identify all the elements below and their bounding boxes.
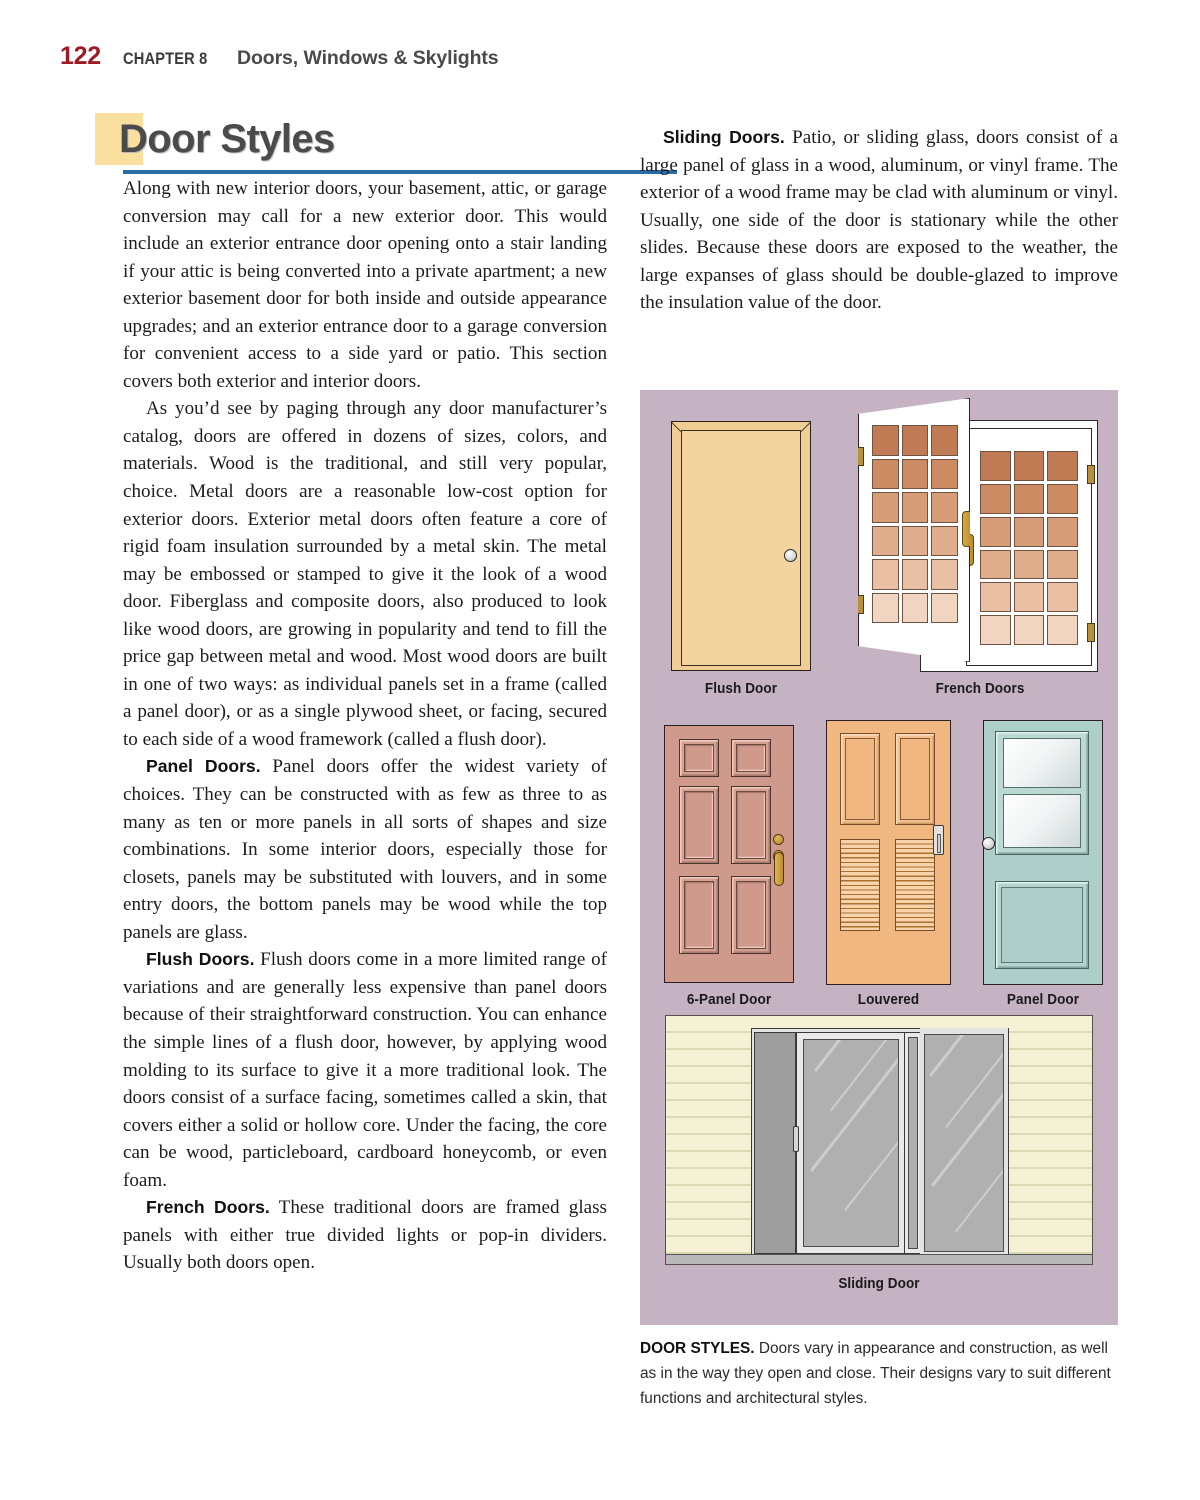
glass-pane xyxy=(931,526,958,557)
left-text-column xyxy=(123,175,607,1277)
door-handle-icon xyxy=(774,852,784,886)
glass-pane xyxy=(872,559,899,590)
glass-pane xyxy=(1047,484,1078,514)
glass-pane xyxy=(1014,615,1045,645)
glass-pane xyxy=(1014,484,1045,514)
glass-pane xyxy=(902,425,929,456)
louver-slats xyxy=(895,839,935,931)
screen-panel xyxy=(754,1032,796,1254)
headline-rule xyxy=(123,170,677,174)
door-panel xyxy=(679,739,719,777)
door-panel xyxy=(895,733,935,825)
glass-pane xyxy=(902,526,929,557)
glass-pane xyxy=(1014,517,1045,547)
label-sliding-door: Sliding Door xyxy=(838,1275,920,1292)
french-doors-illustration xyxy=(850,398,1100,678)
paragraph-sliding-doors xyxy=(640,124,1118,317)
door-knob-icon xyxy=(784,549,797,562)
glass-pane xyxy=(1014,451,1045,481)
paragraph-runin: Flush Doors. xyxy=(146,949,255,970)
door-knob-icon xyxy=(982,837,995,850)
chapter-title: Doors, Windows & Skylights xyxy=(236,47,499,69)
paragraph-text: As you’d see by paging through any door manufacturer’s catalog, doors are offered in dozens of sizes, colors, and materials. Wood is the traditional, and still very popular, choice. Metal doors are a reasonable low-cost option for exterior doors. Exterior metal doors often feature a core of rigid foam insulation surrounded by a metal skin. The metal may be embossed or stamped to give it the look of a wood door. Fiberglass and composite doors, also produced to look like wood doors, are growing in popularity and tend to fill the price gap between metal and wood. Most wood doors are built in one of two ways: as individual panels set in a frame (called a panel door), or as a single plywood sheet, or facing, secured to each side of a wood framework (called a flush door). xyxy=(123,398,607,750)
label-french-doors: French Doors xyxy=(935,680,1025,697)
sliding-glass-fixed xyxy=(924,1034,1004,1252)
illustration-panel xyxy=(640,390,1118,1325)
panel-door-with-glazing-illustration xyxy=(983,720,1103,985)
paragraph xyxy=(123,395,607,753)
figure-caption xyxy=(640,1336,1124,1411)
paragraph-text: Patio, or sliding glass, doors consist of a large panel of glass in a wood, aluminum, or vinyl frame. The exterior of a wood frame may be clad with aluminum or vinyl. Usually, one side of the door is stationary while the other slides. Because these doors are exposed to the weather, the large expanses of glass should be double-glazed to improve the insulation value of the door. xyxy=(640,127,1119,314)
glass-pane xyxy=(931,492,958,523)
glass-pane xyxy=(872,492,899,523)
sliding-door-illustration xyxy=(665,1015,1093,1265)
lever-handle-icon xyxy=(933,825,944,855)
glass-pane xyxy=(980,484,1011,514)
sliding-glass xyxy=(908,1037,918,1249)
running-head xyxy=(60,42,499,71)
glass-pane xyxy=(980,451,1011,481)
glass-pane xyxy=(980,615,1011,645)
door-panel xyxy=(731,876,771,954)
right-text-column xyxy=(640,124,1118,317)
label-louvered-door-line1: Louvered xyxy=(857,991,920,1008)
glass-pane xyxy=(980,517,1011,547)
glass-pane-grid xyxy=(980,451,1078,645)
sliding-glass xyxy=(803,1039,899,1247)
glass-pane xyxy=(902,492,929,523)
glass-lite-lower xyxy=(1003,794,1081,848)
glass-pane xyxy=(931,593,958,624)
paragraph-runin: French Doors. xyxy=(146,1197,270,1218)
glass-pane xyxy=(931,425,958,456)
french-door-left-leaf xyxy=(858,398,970,662)
door-panel xyxy=(679,786,719,864)
door-panel xyxy=(995,881,1089,969)
page-number: 122 xyxy=(60,42,101,70)
sliding-leaf-operable xyxy=(796,1032,906,1254)
miter-line-right xyxy=(801,422,820,441)
paragraph-french-doors xyxy=(123,1194,607,1277)
page-title: Door Styles xyxy=(119,117,335,161)
chapter-label: CHAPTER 8 xyxy=(122,49,208,68)
glass-pane xyxy=(872,593,899,624)
glass-pane xyxy=(1047,550,1078,580)
paragraph-runin: Sliding Doors. xyxy=(663,127,785,147)
glass-pane xyxy=(1047,517,1078,547)
glass-pane xyxy=(1014,550,1045,580)
glass-pane xyxy=(872,459,899,490)
sliding-door-pull-handle xyxy=(793,1126,799,1152)
glass-pane xyxy=(872,425,899,456)
hinge-icon xyxy=(856,447,864,466)
deadbolt-icon xyxy=(773,834,784,845)
hinge-icon xyxy=(1087,465,1095,484)
door-panel xyxy=(840,733,880,825)
glass-pane xyxy=(1047,582,1078,612)
glass-pane xyxy=(1047,451,1078,481)
hinge-icon xyxy=(1087,623,1095,642)
louvered-panel-door-illustration xyxy=(826,720,951,985)
miter-line-left xyxy=(662,422,681,441)
paragraph-text: These traditional doors are framed glass panels with either true divided lights or pop-in dividers. Usually both doors open. xyxy=(123,1197,607,1274)
flush-door-illustration xyxy=(671,421,811,671)
glass-pane-grid xyxy=(872,425,958,623)
flush-door-slab xyxy=(681,430,801,666)
glass-pane xyxy=(1014,582,1045,612)
label-glazing-door-line1: Panel Door xyxy=(1006,991,1080,1008)
paragraph-runin: Panel Doors. xyxy=(146,756,261,777)
door-panel xyxy=(679,876,719,954)
glass-pane xyxy=(902,459,929,490)
glass-pane xyxy=(1047,615,1078,645)
glass-pane xyxy=(902,559,929,590)
six-panel-door-illustration xyxy=(664,725,794,983)
glass-pane xyxy=(931,459,958,490)
section-headline xyxy=(95,113,615,165)
paragraph-text: Panel doors offer the widest variety of choices. They can be constructed with as few as three to as many as ten or more panels in all sorts of shapes and size combinations. In some interior doors, especially those for closets, panels may be substituted with louvers, and in some entry doors, the bottom panels may be wood while the top panels are glass. xyxy=(123,756,607,943)
sill-ledge xyxy=(666,1254,1092,1264)
louver-slats xyxy=(840,839,880,931)
label-six-panel-door: 6-Panel Door xyxy=(686,991,772,1008)
glass-pane xyxy=(902,593,929,624)
glazing-surround xyxy=(995,731,1089,855)
glass-lite-upper xyxy=(1003,738,1081,788)
glass-pane xyxy=(980,550,1011,580)
glass-pane xyxy=(872,526,899,557)
door-panel xyxy=(731,786,771,864)
paragraph-flush-doors xyxy=(123,946,607,1194)
glass-pane xyxy=(980,582,1011,612)
door-panel xyxy=(731,739,771,777)
paragraph-panel-doors xyxy=(123,753,607,946)
label-flush-door: Flush Door xyxy=(704,680,778,697)
paragraph-text: Along with new interior doors, your basement, attic, or garage conversion may call for a new exterior door. This would include an exterior entrance door opening onto a stair landing if your attic is being converted into a private apartment; a new exterior basement door for both inside and outside appearance upgrades; and an exterior entrance door to a garage conversion for convenient access to a side yard or patio. This section covers both exterior and interior doors. xyxy=(123,178,607,392)
french-door-right-leaf xyxy=(966,428,1092,666)
paragraph xyxy=(123,175,607,395)
hinge-icon xyxy=(856,595,864,614)
caption-runin: DOOR STYLES. xyxy=(640,1340,755,1357)
paragraph-text: Flush doors come in a more limited range of variations and are generally less expensive than panel doors because of their straightforward construction. You can enhance the simple lines of a flush door, however, by applying wood molding to its surface to give it a more traditional look. The doors consist of a surface facing, sometimes called a skin, that covers either a solid or hollow core. Under the facing, the core can be wood, particleboard, cardboard honeycomb, or even foam. xyxy=(123,949,607,1191)
glass-pane xyxy=(931,559,958,590)
caption-text: Doors vary in appearance and construction, as well as in the way they open and close. Their designs vary to suit different functions and architectural styles. xyxy=(640,1340,1111,1407)
